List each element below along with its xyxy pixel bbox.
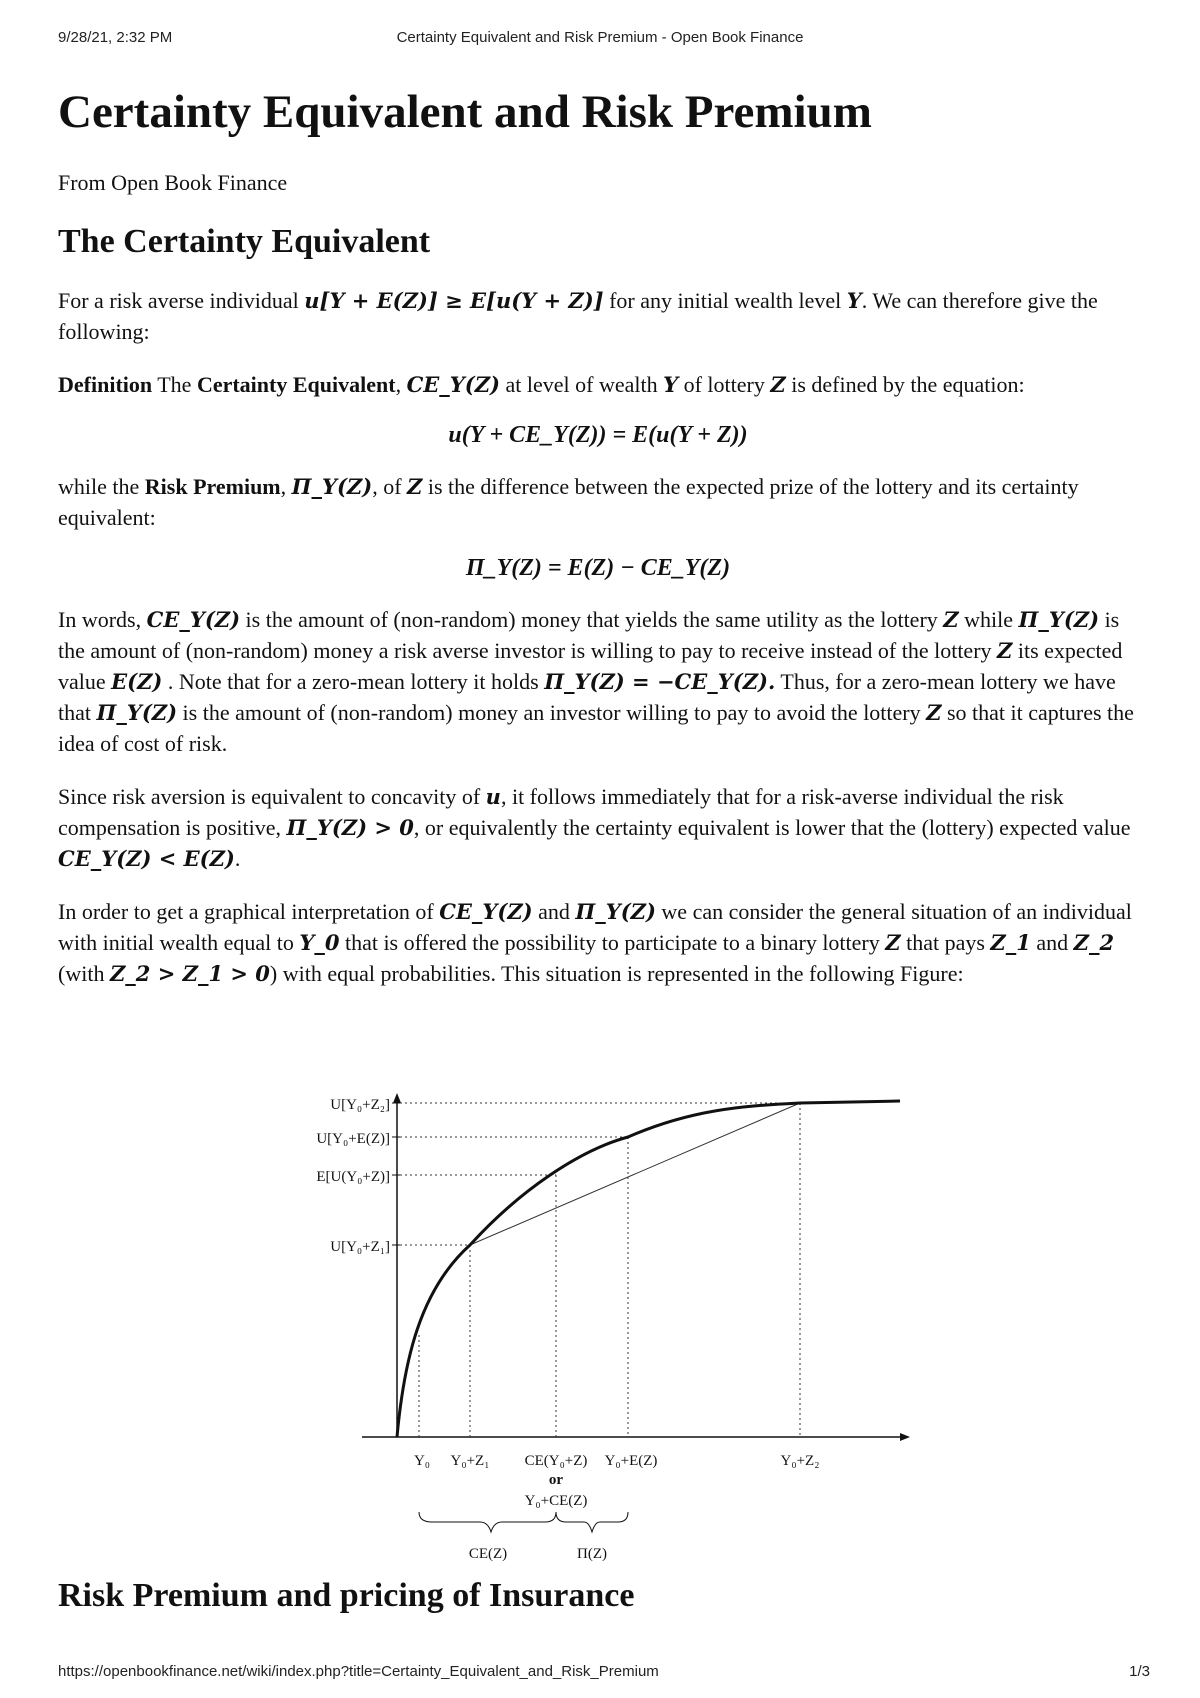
definition-label: Definition: [58, 372, 153, 398]
math-Y: Y: [846, 288, 862, 314]
print-url: https://openbookfinance.net/wiki/index.php?title=Certainty_Equivalent_and_Risk_Premium: [58, 1663, 659, 1680]
y-label-u-z1: U[Y₀+Z₁]: [330, 1239, 390, 1255]
article: [58, 84, 1138, 1011]
page-title: Certainty Equivalent and Risk Premium: [58, 86, 872, 138]
x-axis-arrow: [900, 1433, 910, 1441]
brace-label-pi: Π(Z): [577, 1546, 607, 1562]
brace-ce: [419, 1512, 556, 1532]
x-label-ez: Y₀+E(Z): [604, 1453, 658, 1469]
x-label-y0-ce: Y₀+CE(Z): [524, 1493, 588, 1509]
x-label-ce: CE(Y₀+Z): [524, 1453, 588, 1469]
print-page-number: 1/3: [1129, 1663, 1150, 1680]
utility-curve: [397, 1101, 900, 1437]
equation-risk-premium: Π_Y(Z) = E(Z) − CE_Y(Z): [465, 555, 731, 582]
term-risk-premium: Risk Premium: [144, 474, 281, 500]
x-label-y0-z1: Y₀+Z₁: [450, 1453, 490, 1469]
x-label-or: or: [548, 1472, 564, 1488]
y-label-u-z2: U[Y₀+Z₂]: [330, 1097, 390, 1113]
paragraph-concavity: Since risk aversion is equivalent to concavity of u, it follows immediately that for a risk-averse individual the risk compensation is positive, Π_Y(Z) > 0, or equivalently the certainty equivalent is lower that the (lottery) expected value CE_Y(Z) < E(Z).: [58, 784, 1131, 872]
y-label-eu: E[U(Y₀+Z)]: [316, 1169, 390, 1185]
y-label-u-ez: U[Y₀+E(Z)]: [316, 1131, 390, 1147]
section-heading-insurance: Risk Premium and pricing of Insurance: [58, 1577, 635, 1614]
print-datetime: 9/28/21, 2:32 PM: [58, 29, 173, 46]
paragraph-definition: Definition The Certainty Equivalent, CE_Y(Z) at level of wealth Y of lottery Z is defined by the equation:: [58, 372, 1025, 398]
chord-line: [470, 1103, 800, 1245]
paragraph-intro: For a risk averse individual u[Y + E(Z)] ≥ E[u(Y + Z)] for any initial wealth level Y. We can therefore give the following:: [58, 288, 1098, 345]
print-tab-title: Certainty Equivalent and Risk Premium - Open Book Finance: [396, 29, 804, 46]
brace-label-ce: CE(Z): [468, 1546, 508, 1562]
x-label-y0: Y₀: [413, 1453, 431, 1469]
x-label-y0-z2: Y₀+Z₂: [780, 1453, 820, 1469]
y-axis-arrow: [393, 1093, 401, 1103]
paragraph-in-words: In words, CE_Y(Z) is the amount of (non-random) money that yields the same utility as the lottery Z while Π_Y(Z) is the amount of (non-random) money a risk averse investor is willing to pay to receive instead of the lottery Z its expected value E(Z) . Note that for a zero-mean lottery it holds Π_Y(Z) = −CE_Y(Z). Thus, for a zero-mean lottery we have that Π_Y(Z) is the amount of (non-random) money an investor willing to pay to avoid the lottery Z so that it captures the idea of cost of risk.: [58, 607, 1134, 757]
paragraph-graphical: In order to get a graphical interpretation of CE_Y(Z) and Π_Y(Z) we can consider the general situation of an individual with initial wealth equal to Y_0 that is offered the possibility to participate to a binary lottery Z that pays Z_1 and Z_2 (with Z_2 > Z_1 > 0) with equal probabilities. This situation is represented in the following Figure:: [58, 899, 1132, 987]
section-heading-certainty-equivalent: The Certainty Equivalent: [58, 223, 431, 261]
math-inequality: u[Y + E(Z)] ≥ E[u(Y + Z)]: [304, 288, 604, 314]
paragraph-risk-premium: while the Risk Premium, Π_Y(Z), of Z is the difference between the expected prize of the lottery and its certainty equivalent:: [58, 474, 1079, 531]
page-subtitle: From Open Book Finance: [58, 170, 288, 196]
brace-pi: [556, 1512, 628, 1532]
term-certainty-equivalent: Certainty Equivalent: [196, 372, 396, 398]
equation-certainty-equivalent: u(Y + CE_Y(Z)) = E(u(Y + Z)): [448, 422, 748, 449]
